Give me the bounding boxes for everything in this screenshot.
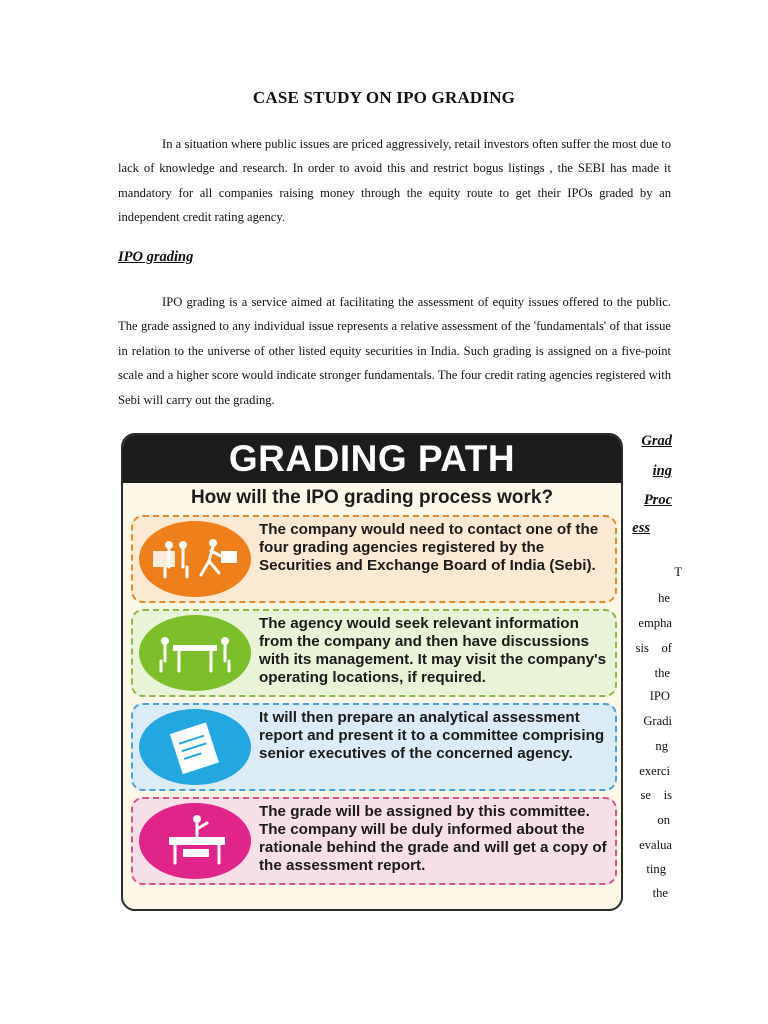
- side-text-line: ting: [646, 862, 666, 876]
- page-title: CASE STUDY ON IPO GRADING: [252, 88, 516, 107]
- section-heading: IPO grading: [118, 249, 194, 265]
- grading-step-4: [131, 797, 617, 885]
- side-heading-line: Grad: [641, 433, 672, 449]
- side-text-line: evalua: [639, 838, 672, 852]
- side-text-line: exerci: [639, 764, 670, 778]
- side-heading-line: ing: [652, 463, 672, 479]
- grading-step-1: [131, 515, 617, 603]
- grading-step-2: [131, 609, 617, 697]
- side-text-line: the: [654, 666, 670, 680]
- side-heading-line: ess: [632, 520, 650, 536]
- grading-step-4-text: The grade will be assigned by this committee. The company will be duly informed about the rationale behind the grade and will get a copy of the assessment report.: [259, 803, 607, 874]
- meeting-table-icon: [139, 615, 251, 691]
- section-paragraph: [118, 290, 671, 412]
- side-text-line: Gradi: [643, 714, 672, 728]
- infographic-subheader: How will the IPO grading process work?: [190, 487, 554, 508]
- committee-podium-icon: [139, 803, 251, 879]
- intro-paragraph: [118, 132, 671, 230]
- side-text-line: the: [652, 886, 668, 900]
- grading-step-3-text: It will then prepare an analytical assessment report and present it to a committee comprising senior executives of the concerned agency.: [259, 709, 605, 762]
- report-document-icon: [139, 709, 251, 785]
- grading-path-infographic: [121, 433, 623, 911]
- grading-step-1-text: The company would need to contact one of the four grading agencies registered by the Securities and Exchange Board of India (Sebi).: [259, 521, 599, 574]
- side-text-line: empha: [638, 616, 672, 630]
- grading-step-2-text: The agency would seek relevant information from the company and then have discussions with its management. It may visit the company's operating locations, if required.: [259, 615, 607, 686]
- side-text-line: se is: [640, 788, 672, 802]
- infographic-header: GRADING PATH: [123, 435, 621, 483]
- intro-paragraph-text: In a situation where public issues are priced aggressively, retail investors often suffer the most due to lack of knowledge and research. In order to avoid this and restrict bogus listings , the SEBI has made it mandatory for all companies raising money through the equity route to get their IPOs graded by an independent credit rating agency.: [118, 137, 671, 225]
- side-text-line: IPO: [649, 689, 670, 703]
- side-text-line: T: [674, 565, 682, 579]
- people-running-icon: [139, 521, 251, 597]
- section-paragraph-text: IPO grading is a service aimed at facilitating the assessment of equity issues offered to the public. The grade assigned to any individual issue represents a relative assessment of the 'fundamentals' of that issue in relation to the universe of other listed equity securities in India. Such grading is assigned on a five-point scale and a higher score would indicate stronger fundamentals. The four credit rating agencies registered with Sebi will carry out the grading.: [118, 295, 671, 407]
- grading-step-3: [131, 703, 617, 791]
- side-text-line: sis of: [635, 641, 672, 655]
- side-text-line: he: [658, 591, 670, 605]
- side-heading-line: Proc: [643, 492, 672, 508]
- side-text-line: on: [657, 813, 670, 827]
- side-text-line: ng: [655, 739, 668, 753]
